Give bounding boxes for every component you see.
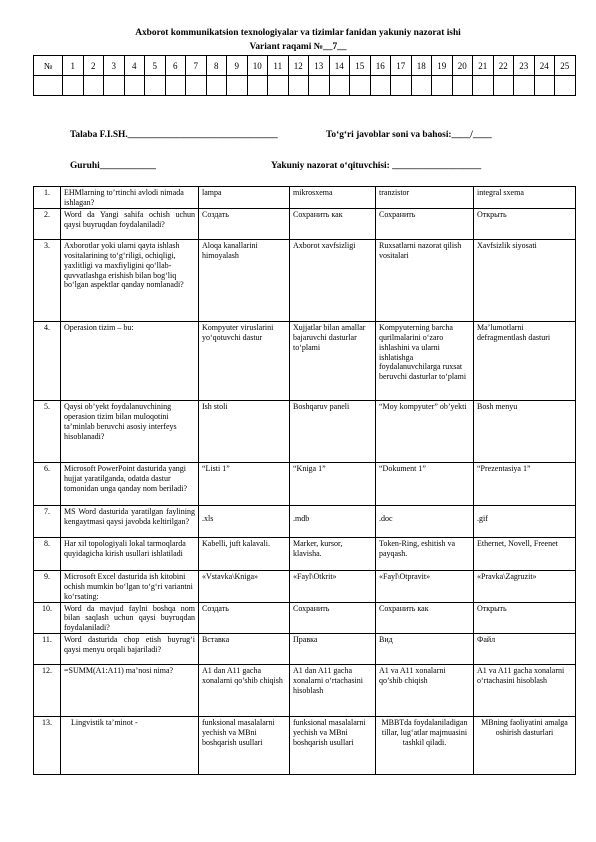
option-b[interactable]: Сохранить: [290, 602, 376, 634]
table-row: [34, 462, 576, 505]
answer-grid-number: 6: [165, 56, 186, 76]
document-title: Axborot kommunikatsion texnologiyalar va tizimlar fanidan yakuniy nazorat ishi: [135, 28, 461, 38]
teacher-field[interactable]: Yakuniy nazorat o‘qituvchisi: ___________________: [271, 161, 482, 171]
option-d[interactable]: Ethernet, Novell, Freenet: [474, 537, 576, 570]
option-d[interactable]: Xavfsizlik siyosati: [474, 239, 576, 321]
answer-grid-number: 13: [309, 56, 330, 76]
question-text: Microsoft Excel dasturida ish kitobini ochish mumkin bo‘lgan to‘g‘ri variantni ko‘rsating:: [61, 570, 199, 602]
option-d[interactable]: Открыть: [474, 602, 576, 634]
question-number: 2.: [34, 208, 61, 239]
answer-cell: [34, 76, 63, 96]
answer-grid-number: 16: [370, 56, 391, 76]
questions-table: [33, 186, 576, 775]
question-number: 11.: [34, 634, 61, 665]
answer-grid-number: 3: [104, 56, 125, 76]
answer-grid: [33, 55, 576, 96]
option-b[interactable]: Axborot xavfsizligi: [290, 239, 376, 321]
answer-cell[interactable]: [534, 76, 555, 96]
option-b[interactable]: .mdb: [290, 505, 376, 537]
option-d[interactable]: MBning faoliyatini amalga oshirish dasturlari: [474, 717, 576, 775]
answer-cell[interactable]: [514, 76, 535, 96]
answer-grid-number: 19: [432, 56, 453, 76]
answer-cell[interactable]: [247, 76, 268, 96]
answer-grid-number: 11: [268, 56, 289, 76]
option-c[interactable]: Ruxsatlarni nazorat qilish vositalari: [376, 239, 474, 321]
table-row: [34, 400, 576, 462]
answer-grid-header-row: [34, 56, 576, 76]
option-d[interactable]: Ma’lumotlarni defragmentlash dasturi: [474, 321, 576, 400]
option-b[interactable]: Правка: [290, 634, 376, 665]
answer-cell[interactable]: [350, 76, 371, 96]
option-a[interactable]: Создать: [199, 208, 290, 239]
option-c[interactable]: Kompyuterning barcha qurilmalarini o‘zaro ishlashini va ularni ishlatishga foydalanuvchilarga ruxsat beruvchi dasturlar to‘plami: [376, 321, 474, 400]
option-b[interactable]: Сохранить как: [290, 208, 376, 239]
option-c[interactable]: “Moy kompyuter” ob’yekti: [376, 400, 474, 462]
question-number: 3.: [34, 239, 61, 321]
question-number: 12.: [34, 665, 61, 717]
option-a[interactable]: Создать: [199, 602, 290, 634]
answer-grid-number: 20: [452, 56, 473, 76]
question-text: Qaysi ob’yekt foydalanuvchining operasion tizim bilan muloqotini ta’minlab beruvchi asosiy interfeys hisoblanadi?: [61, 400, 199, 462]
answer-grid-number: 23: [514, 56, 535, 76]
answer-cell[interactable]: [411, 76, 432, 96]
answer-cell[interactable]: [432, 76, 453, 96]
option-b[interactable]: Boshqaruv paneli: [290, 400, 376, 462]
variant-number: Variant raqami №__7__: [249, 42, 347, 52]
table-row: [34, 239, 576, 321]
answer-grid-number: 8: [206, 56, 227, 76]
answer-cell[interactable]: [370, 76, 391, 96]
answer-cell[interactable]: [227, 76, 248, 96]
answer-cell[interactable]: [186, 76, 207, 96]
answer-grid-number: 15: [350, 56, 371, 76]
table-row: [34, 717, 576, 775]
answer-grid-number: 4: [124, 56, 145, 76]
answer-cell[interactable]: [288, 76, 309, 96]
table-row: [34, 665, 576, 717]
answer-grid-number: 2: [83, 56, 104, 76]
option-a[interactable]: Ish stoli: [199, 400, 290, 462]
option-c[interactable]: tranzistor: [376, 187, 474, 209]
answer-cell[interactable]: [124, 76, 145, 96]
answer-grid-number: 10: [247, 56, 268, 76]
option-d[interactable]: «Pravka\Zagruzit»: [474, 570, 576, 602]
option-b[interactable]: Xujjatlar bilan amallar bajaruvchi dasturlar to‘plami: [290, 321, 376, 400]
table-row: [34, 321, 576, 400]
question-number: 13.: [34, 717, 61, 775]
answer-grid-number: 22: [493, 56, 514, 76]
table-row: [34, 208, 576, 239]
option-a[interactable]: funksional masalalarni yechish va MBni boshqarish usullari: [199, 717, 290, 775]
question-text: Word dasturida chop etish buyrug‘i qaysi menyu orqali bajariladi?: [61, 634, 199, 665]
answer-cell[interactable]: [329, 76, 350, 96]
option-a[interactable]: .xls: [199, 505, 290, 537]
option-a[interactable]: A1 dan A11 gacha xonalarni qo’shib chiqish: [199, 665, 290, 717]
option-c[interactable]: Сохранить как: [376, 602, 474, 634]
question-text: Har xil topologiyali lokal tarmoqlarda quyidagicha kirish usullari ishlatiladi: [61, 537, 199, 570]
table-row: [34, 537, 576, 570]
option-b[interactable]: A1 dan A11 gacha xonalarni o‘rtachasini hisoblash: [290, 665, 376, 717]
answer-grid-number: 24: [534, 56, 555, 76]
option-d[interactable]: .gif: [474, 505, 576, 537]
answer-cell[interactable]: [555, 76, 576, 96]
option-c[interactable]: Вид: [376, 634, 474, 665]
option-c[interactable]: Сохранить: [376, 208, 474, 239]
question-text: Word da mavjud faylni boshqa nom bilan saqlash uchun qaysi buyruqdan foydalaniladi?: [61, 602, 199, 634]
option-d[interactable]: Bosh menyu: [474, 400, 576, 462]
option-a[interactable]: lampa: [199, 187, 290, 209]
question-text: Operasion tizim – bu:: [61, 321, 199, 400]
option-b[interactable]: “Kniga 1”: [290, 462, 376, 505]
answer-cell[interactable]: [493, 76, 514, 96]
option-d[interactable]: integral sxema: [474, 187, 576, 209]
answer-cell[interactable]: [63, 76, 84, 96]
answer-grid-number: 18: [411, 56, 432, 76]
option-a[interactable]: “Listi 1”: [199, 462, 290, 505]
answer-grid-number: 25: [555, 56, 576, 76]
option-c[interactable]: “Dokument 1”: [376, 462, 474, 505]
question-text: MS Word dasturida yaratilgan faylining kengaytmasi qaysi javobda keltirilgan?: [61, 505, 199, 537]
question-number: 1.: [34, 187, 61, 209]
option-c[interactable]: Token-Ring, eshitish va payqash.: [376, 537, 474, 570]
table-row: [34, 187, 576, 209]
option-d[interactable]: Открыть: [474, 208, 576, 239]
option-a[interactable]: Kompyuter viruslarini yo‘qotuvchi dastur: [199, 321, 290, 400]
answer-grid-number: 14: [329, 56, 350, 76]
table-row: [34, 570, 576, 602]
option-a[interactable]: Вставка: [199, 634, 290, 665]
table-row: [34, 634, 576, 665]
answer-cell[interactable]: [145, 76, 166, 96]
option-b[interactable]: funksional masalalarni yechish va MBni boshqarish usullari: [290, 717, 376, 775]
option-b[interactable]: Marker, kursor, klavisha.: [290, 537, 376, 570]
table-row: [34, 505, 576, 537]
option-c[interactable]: A1 va A11 xonalarni qo’shib chiqish: [376, 665, 474, 717]
question-text: Lingvistik ta’minot -: [61, 717, 199, 775]
score-field[interactable]: To‘g‘ri javoblar soni va bahosi:____/____: [326, 130, 492, 140]
student-name-field[interactable]: Talaba F.I.SH.________________________________: [70, 130, 278, 140]
answer-grid-number: 17: [391, 56, 412, 76]
option-a[interactable]: Kabelli, juft kalavali.: [199, 537, 290, 570]
answer-grid-input-row: [34, 76, 576, 96]
question-number: 8.: [34, 537, 61, 570]
answer-cell[interactable]: [309, 76, 330, 96]
option-d[interactable]: “Prezentasiya 1”: [474, 462, 576, 505]
answer-grid-number: 7: [186, 56, 207, 76]
option-d[interactable]: A1 va A11 gacha xonalarni o‘rtachasini hisoblash: [474, 665, 576, 717]
question-text: EHMlarning to’rtinchi avlodi nimada ishlagan?: [61, 187, 199, 209]
answer-cell[interactable]: [473, 76, 494, 96]
answer-cell[interactable]: [104, 76, 125, 96]
option-b[interactable]: «Fayl\Otkrit»: [290, 570, 376, 602]
question-number: 4.: [34, 321, 61, 400]
question-text: =SUMM(A1:A11) ma’nosi nima?: [61, 665, 199, 717]
option-c[interactable]: .doc: [376, 505, 474, 537]
question-number: 5.: [34, 400, 61, 462]
answer-cell[interactable]: [206, 76, 227, 96]
answer-grid-number: 12: [288, 56, 309, 76]
table-row: [34, 602, 576, 634]
question-text: Word da Yangi sahifa ochish uchun qaysi buyruqdan foydalaniladi?: [61, 208, 199, 239]
option-c[interactable]: MBBTda foydalaniladigan tillar, lug‘atlar majmuasini tashkil qiladi.: [376, 717, 474, 775]
answer-grid-number: 1: [63, 56, 84, 76]
question-number: 6.: [34, 462, 61, 505]
answer-cell[interactable]: [452, 76, 473, 96]
question-number: 10.: [34, 602, 61, 634]
question-text: Microsoft PowerPoint dasturida yangi hujjat yaratilganda, odatda dastur tomonidan unga qanday nom beriladi?: [61, 462, 199, 505]
option-a[interactable]: «Vstavka\Kniga»: [199, 570, 290, 602]
question-text: Axborotlar yoki ularni qayta ishlash vositalarining to‘g‘riligi, ochiqligi, yaxlitligi va maxfiyligini qo‘llab-quvvatlashga erishish bilan bog‘liq bo‘lgan aspektlar qanday nomlanadi?: [61, 239, 199, 321]
answer-cell[interactable]: [268, 76, 289, 96]
answer-grid-number: 5: [145, 56, 166, 76]
question-number: 9.: [34, 570, 61, 602]
answer-cell[interactable]: [391, 76, 412, 96]
answer-cell[interactable]: [83, 76, 104, 96]
answer-cell[interactable]: [165, 76, 186, 96]
answer-grid-num-label: №: [34, 56, 63, 76]
option-b[interactable]: mikrosxema: [290, 187, 376, 209]
group-field[interactable]: Guruhi____________: [70, 161, 156, 171]
option-c[interactable]: «Fayl\Otpravit»: [376, 570, 474, 602]
question-number: 7.: [34, 505, 61, 537]
option-d[interactable]: Файл: [474, 634, 576, 665]
option-a[interactable]: Aloqa kanallarini himoyalash: [199, 239, 290, 321]
answer-grid-number: 9: [227, 56, 248, 76]
answer-grid-number: 21: [473, 56, 494, 76]
